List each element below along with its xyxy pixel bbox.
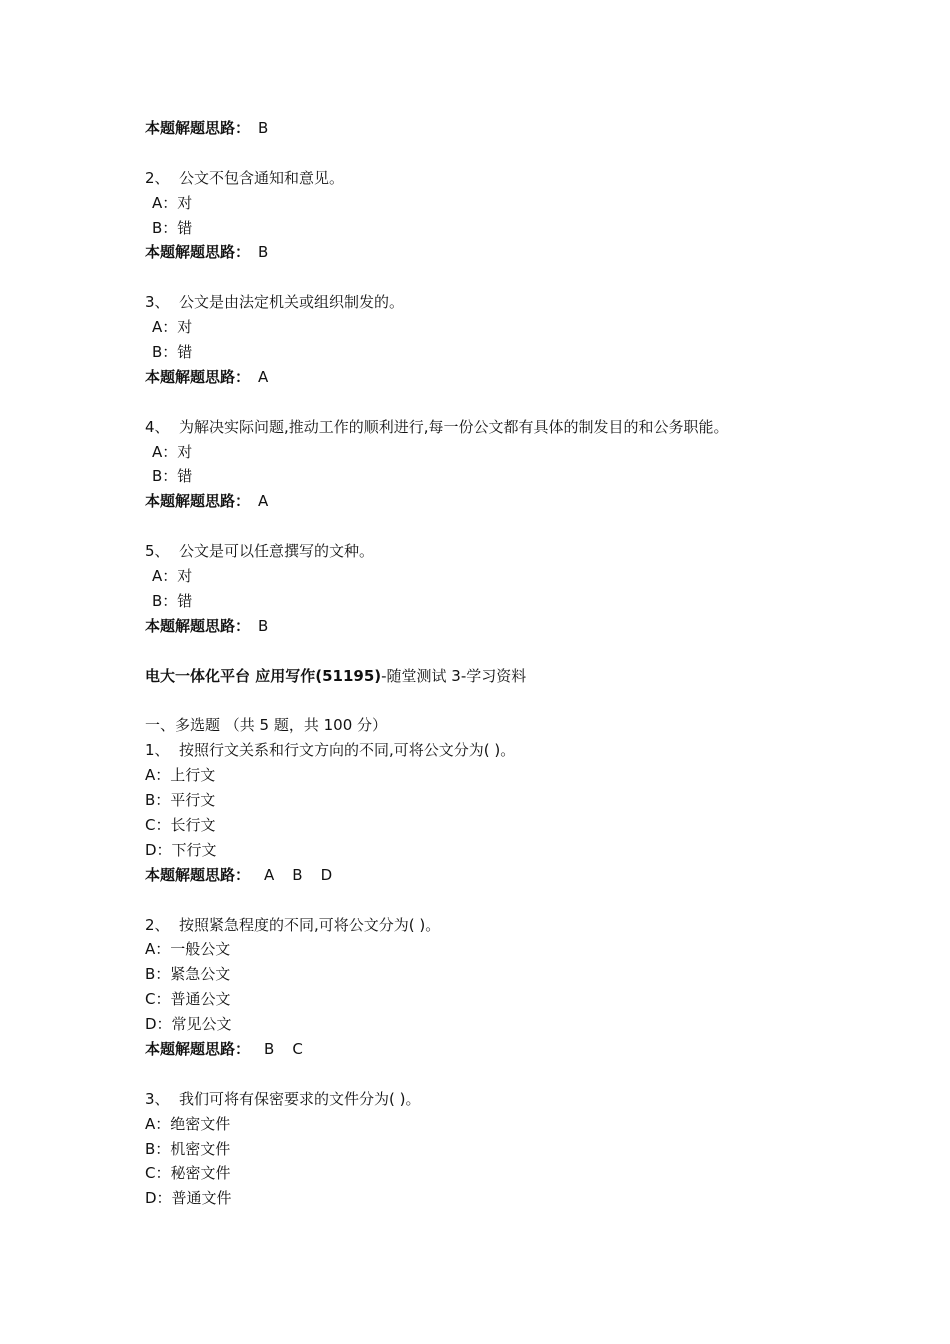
question-text: 按照行文关系和行文方向的不同,可将公文分为( )。 <box>179 741 516 760</box>
option-line: D：常见公文 <box>145 1015 232 1034</box>
answer-label: 本题解题思路： <box>145 1039 251 1058</box>
answer-value: A <box>264 865 275 884</box>
answer-line <box>145 365 925 390</box>
option-line: C：长行文 <box>145 815 216 834</box>
option-line: A：一般公文 <box>145 940 231 959</box>
answer-value: A <box>258 367 269 386</box>
question-text: 为解决实际问题,推动工作的顺利进行,每一份公文都有具体的制发目的和公务职能。 <box>179 417 729 436</box>
option-line: B：紧急公文 <box>145 965 231 984</box>
question-text: 我们可将有保密要求的文件分为( )。 <box>179 1089 421 1108</box>
option-line: B：错 <box>152 591 193 610</box>
option-line: B：错 <box>152 343 193 362</box>
option-line: A：绝密文件 <box>145 1114 231 1133</box>
answer-value: B <box>258 119 269 137</box>
option-line: A：对 <box>152 442 193 461</box>
question-line <box>145 738 925 763</box>
option-line: D：普通文件 <box>145 1189 232 1208</box>
question-number: 3、 <box>145 1089 170 1108</box>
answer-value: D <box>320 865 333 884</box>
answer-value: B <box>258 616 269 635</box>
section-title <box>145 664 925 689</box>
option-line: D：下行文 <box>145 840 217 859</box>
answer-line <box>145 1037 925 1062</box>
answer-label: 本题解题思路： <box>145 119 251 137</box>
section-title-plain: -随堂测试 3-学习资料 <box>381 666 527 685</box>
answer-value: B <box>264 1039 275 1058</box>
question-line <box>145 290 925 315</box>
question-line <box>145 415 925 440</box>
question-line <box>145 539 925 564</box>
answer-value: A <box>258 492 269 511</box>
option-line: A：上行文 <box>145 766 216 785</box>
option-line: B：错 <box>152 467 193 486</box>
answer-value: B <box>258 243 269 262</box>
answer-label: 本题解题思路： <box>145 492 251 511</box>
answer-value: C <box>292 1039 303 1058</box>
question-text: 公文是可以任意撰写的文种。 <box>179 542 375 561</box>
section-title-bold: 电大一体化平台 应用写作(51195) <box>145 666 382 685</box>
question-number: 2、 <box>145 915 170 934</box>
option-line: C：普通公文 <box>145 990 231 1009</box>
answer-line <box>145 240 925 265</box>
section-heading: 一、多选题 （共 5 题，共 100 分） <box>145 716 388 735</box>
question-line <box>145 166 925 191</box>
answer-line <box>145 614 925 639</box>
answer-line <box>145 116 925 141</box>
document-page <box>145 116 925 1211</box>
option-line: A：对 <box>152 193 193 212</box>
answer-value: B <box>292 865 303 884</box>
answer-label: 本题解题思路： <box>145 865 251 884</box>
option-line: B：错 <box>152 218 193 237</box>
question-number: 1、 <box>145 741 170 760</box>
option-line: A：对 <box>152 567 193 586</box>
question-text: 按照紧急程度的不同,可将公文分为( )。 <box>179 915 441 934</box>
answer-line <box>145 489 925 514</box>
question-number: 2、 <box>145 168 170 187</box>
question-number: 5、 <box>145 542 170 561</box>
question-number: 3、 <box>145 293 170 312</box>
option-line: A：对 <box>152 318 193 337</box>
answer-label: 本题解题思路： <box>145 367 251 386</box>
option-line: B：平行文 <box>145 791 216 810</box>
question-line <box>145 913 925 938</box>
question-line <box>145 1087 925 1112</box>
question-number: 4、 <box>145 417 170 436</box>
question-text: 公文是由法定机关或组织制发的。 <box>179 293 405 312</box>
question-text: 公文不包含通知和意见。 <box>179 168 345 187</box>
option-line: C：秘密文件 <box>145 1164 231 1183</box>
option-line: B：机密文件 <box>145 1139 231 1158</box>
answer-line <box>145 863 925 888</box>
answer-label: 本题解题思路： <box>145 616 251 635</box>
answer-label: 本题解题思路： <box>145 243 251 262</box>
